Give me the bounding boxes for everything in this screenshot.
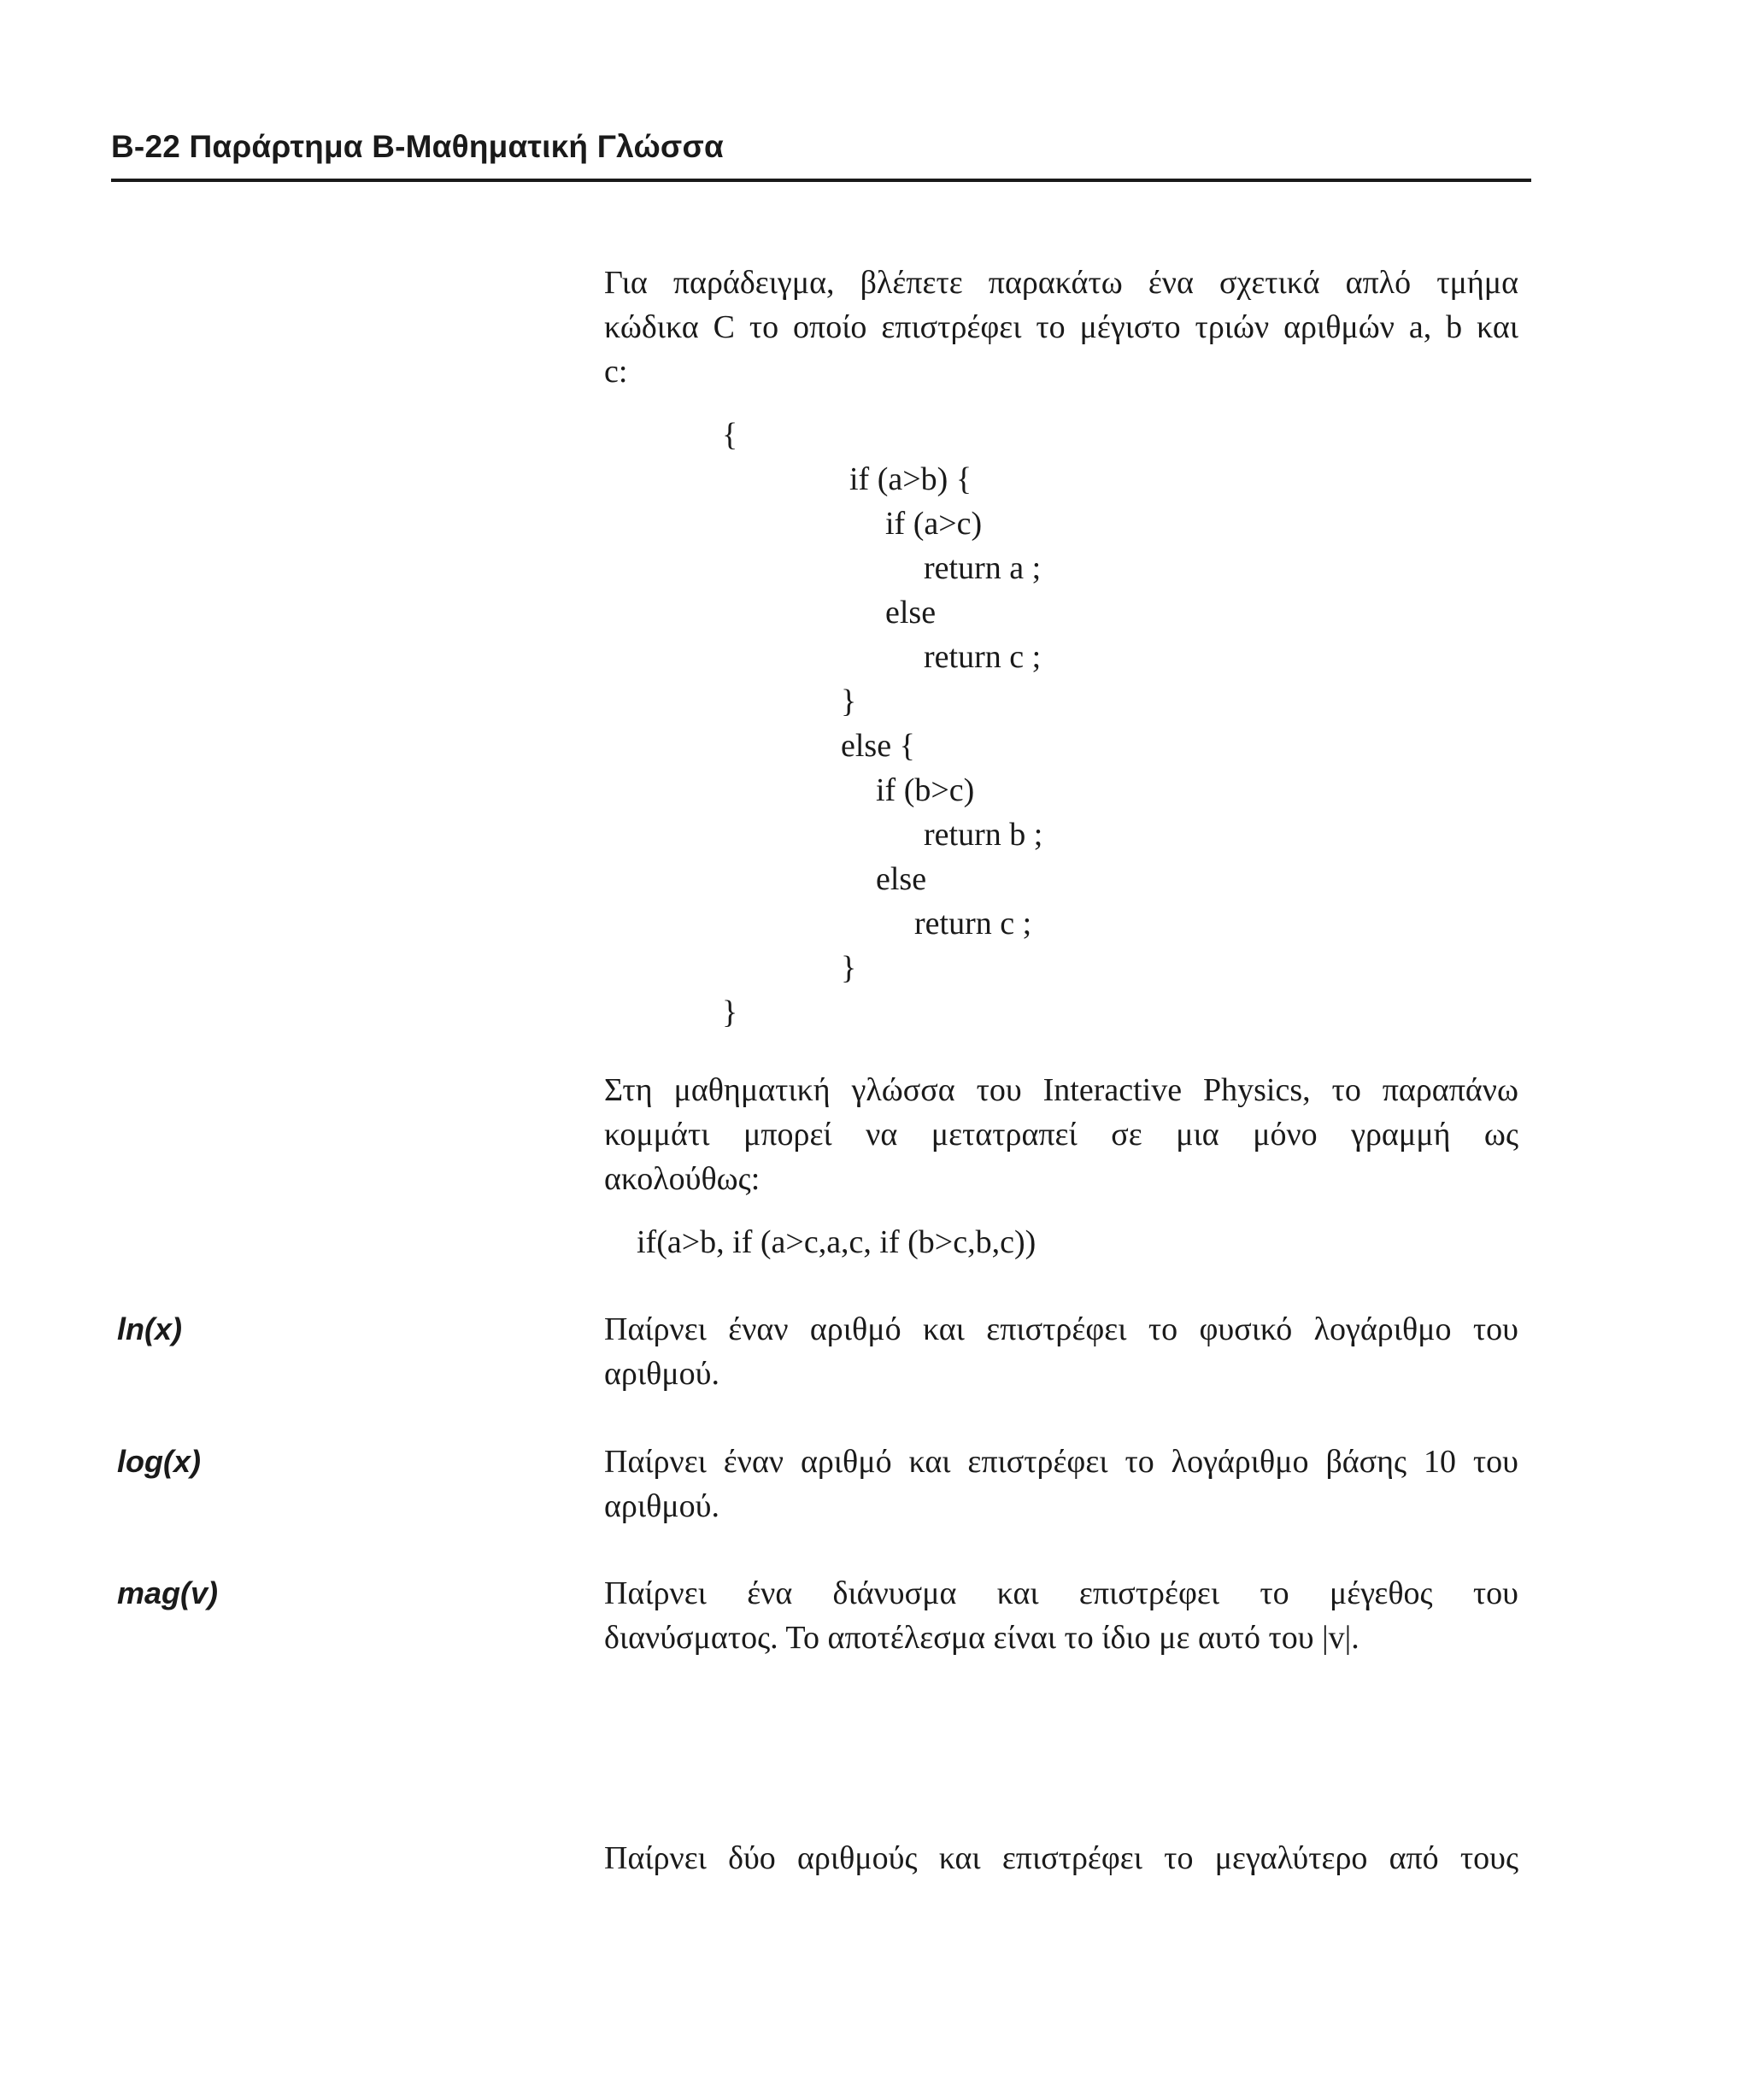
explanation-line: Στη μαθηματική γλώσσα του Interactive Physics, το παραπάνω	[604, 1072, 1518, 1108]
code-line: return b ;	[924, 817, 1043, 853]
function-name-log: log(x)	[117, 1444, 201, 1479]
trailing-line: Παίρνει δύο αριθμούς και επιστρέφει το μεγαλύτερο από τους	[604, 1840, 1518, 1876]
intro-paragraph	[604, 261, 1518, 394]
intro-line: Για παράδειγμα, βλέπετε παρακάτω ένα σχετικά απλό τμήμα	[604, 265, 1518, 301]
trailing-paragraph	[604, 1836, 1518, 1880]
description-line: Παίρνει έναν αριθμό και επιστρέφει το λογάριθμο βάσης 10 του	[604, 1444, 1518, 1480]
explanation-line: κομμάτι μπορεί να μετατραπεί σε μια μόνο γραμμή ως	[604, 1117, 1518, 1153]
code-line: else	[885, 595, 937, 631]
intro-line: κώδικα C το οποίο επιστρέφει το μέγιστο τριών αριθμών a, b και	[604, 309, 1518, 345]
explanation-line: ακολούθως:	[604, 1161, 760, 1197]
explanation-paragraph	[604, 1068, 1518, 1201]
code-line: }	[841, 950, 857, 986]
description-line: αριθμού.	[604, 1356, 719, 1392]
function-description-ln	[604, 1307, 1518, 1396]
function-name-ln: ln(x)	[117, 1311, 182, 1346]
code-line: if (b>c)	[876, 772, 975, 808]
description-line: Παίρνει έναν αριθμό και επιστρέφει το φυσικό λογάριθμο του	[604, 1311, 1518, 1347]
code-line: return c ;	[914, 906, 1032, 941]
code-line: return c ;	[924, 639, 1042, 675]
function-name-mag: mag(v)	[117, 1575, 219, 1610]
description-line: αριθμού.	[604, 1488, 719, 1524]
formula-line: if(a>b, if (a>c,a,c, if (b>c,b,c))	[637, 1224, 1036, 1260]
description-line: Παίρνει ένα διάνυσμα και επιστρέφει το μέγεθος του	[604, 1575, 1518, 1611]
code-line: if (a>c)	[885, 506, 983, 542]
intro-line: c:	[604, 354, 628, 390]
function-description-mag	[604, 1571, 1518, 1660]
code-line: }	[722, 994, 738, 1030]
code-line: else	[876, 861, 927, 897]
function-description-log	[604, 1440, 1518, 1528]
header-rule	[111, 179, 1531, 182]
code-line: else {	[841, 728, 915, 764]
code-line: }	[841, 683, 857, 719]
code-line: return a ;	[924, 550, 1042, 586]
code-line: if (a>b) {	[849, 461, 972, 497]
description-line: διανύσματος. Το αποτέλεσμα είναι το ίδιο με αυτό του |v|.	[604, 1620, 1359, 1656]
code-line: {	[722, 417, 738, 453]
page-header: B-22 Παράρτημα B-Μαθηματική Γλώσσα	[111, 129, 724, 164]
